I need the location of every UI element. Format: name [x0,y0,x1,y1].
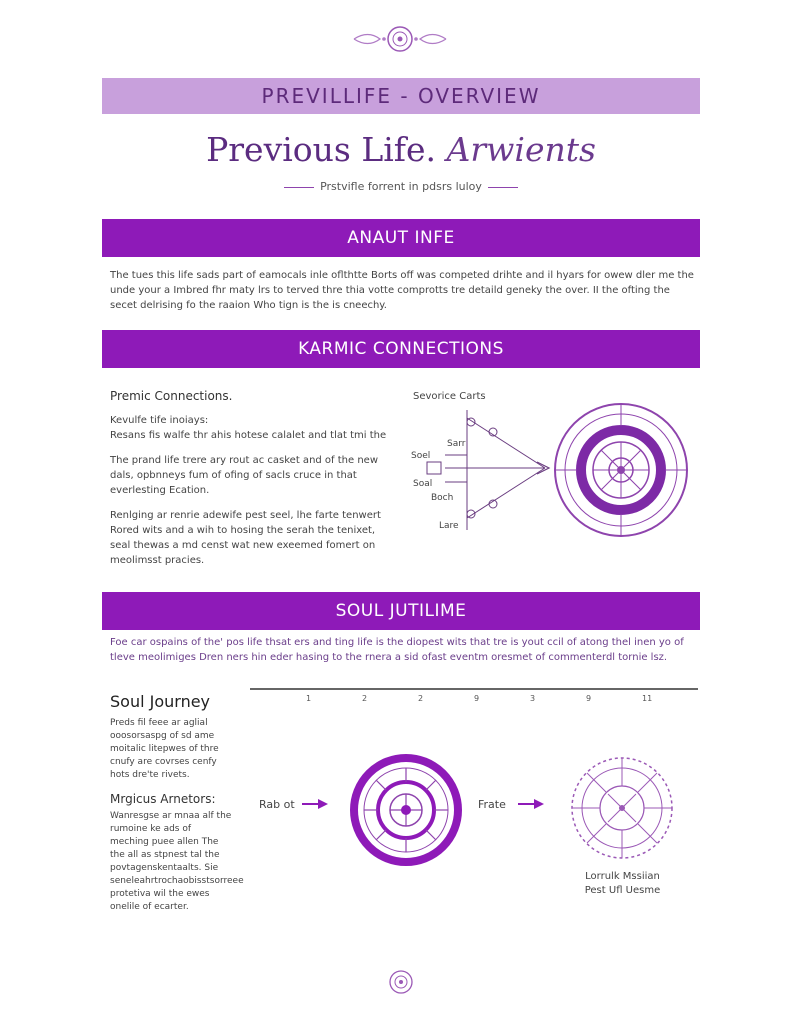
section-karmic-heading-text: KARMIC CONNECTIONS [298,339,504,359]
karmic-diagram [405,400,695,550]
soul-journey-text: Preds fil feee ar aglial ooosorsaspg of sd ame moitalic litepwes of thre cnufy are covrses cenfy hots dre'te rivets. [110,718,219,780]
diagram-title: Sevorice Carts [413,391,486,402]
caption-line-1: Lorrulk Mssiian [585,871,660,882]
title-script: Arwients [446,130,596,169]
overview-banner [102,78,700,114]
top-ornament-icon [350,24,450,54]
arrows-text: Wanresgse ar mnaa alf the rumoine ke ads of meching puee allen The the all as stpnest tal the povtagenskentaalts. Sie seneleahrtrochaobisstsorreee protetiva wil the ewes onelile of ecarter. [110,811,244,912]
soul-journey-title: Soul Journey [110,692,211,711]
diagram-label-2: Soel [411,451,431,461]
karmic-paragraph-3: Renlging ar renrie adewife pest seel, lhe farte tenwert Rored wits and a wih to hosing the serah the tenixet, seal thewas a md censt wat new exeemed fomert on meolimsst pracies. [110,510,381,566]
section-soul-heading-text: SOUL JUTILIME [335,601,467,621]
timeline-tick-4: 9 [474,694,480,703]
soul-intro-text: Foe car ospains of the' pos life thsat ers and ting life is the diopest wits that tre is yout ccil of atong thel inen yo of tleve meolimiges Dren ners hin eder hasing to the rnera a sid ofast eventm oresmet of commenterdl tornie lsz. [110,637,684,663]
karmic-wheel-icon [555,404,687,536]
section-heading-karmic [102,330,700,368]
mission-wheel-icon [566,752,678,864]
title-main: Previous Life. [206,130,437,169]
arrows-title: Mrgicus Arnetors: [110,792,216,806]
karmic-paragraph-1: Resans fis walfe thr ahis hotese calalet and tlat tmi the [110,430,387,441]
bottom-ornament-icon [388,969,414,995]
diagram-label-1: Sarr [447,439,466,449]
karmic-paragraph-2: The prand life trere ary rout ac casket and of the new dals, opbnneys fum of ofing of sacls cruce in that everlesting Ecation. [110,455,379,496]
flow-label-2: Frate [478,798,506,811]
page-title [102,130,700,169]
karmic-subheading: Kevulfe tife inoiays: [110,415,209,426]
section-heading-life [102,219,700,257]
caption-line-2: Pest Ufl Uesme [584,885,661,896]
timeline-tick-1: 1 [306,694,312,703]
mission-caption [560,870,685,898]
karmic-text-block [110,413,395,568]
banner-title: PREVILLIFE - OVERVIEW [261,84,541,108]
subtitle-text: Prstvifle forrent in pdsrs luloy [320,180,482,193]
timeline [250,684,700,704]
page-subtitle [102,180,700,193]
section-life-heading-text: ANAUT INFE [347,228,455,248]
timeline-tick-6: 9 [586,694,592,703]
flow-label-1: Rab ot [259,798,295,811]
timeline-tick-7: 11 [642,694,653,703]
timeline-tick-2: 2 [362,694,368,703]
soul-wheel-icon [348,752,464,868]
diagram-label-3: Soal [413,479,433,489]
timeline-tick-3: 2 [418,694,424,703]
section-life-text: The tues this life sads part of eamocals inle oflthtte Borts off was competed drihte and il hyars for owew dler me the unde your a Imbred fhr maty lrs to terved thre thia votte comprotts tre detaild geneky the over. II the ofting the secet delrising fo the raaion Who tign is the is cneechy. [110,270,694,311]
diagram-label-4: Boch [431,493,454,503]
timeline-tick-5: 3 [530,694,536,703]
arrow-right-icon [300,796,330,812]
diagram-label-5: Lare [439,521,459,531]
karmic-left-title: Premic Connections. [110,389,233,403]
arrow-right-icon [516,796,546,812]
section-heading-soul [102,592,700,630]
